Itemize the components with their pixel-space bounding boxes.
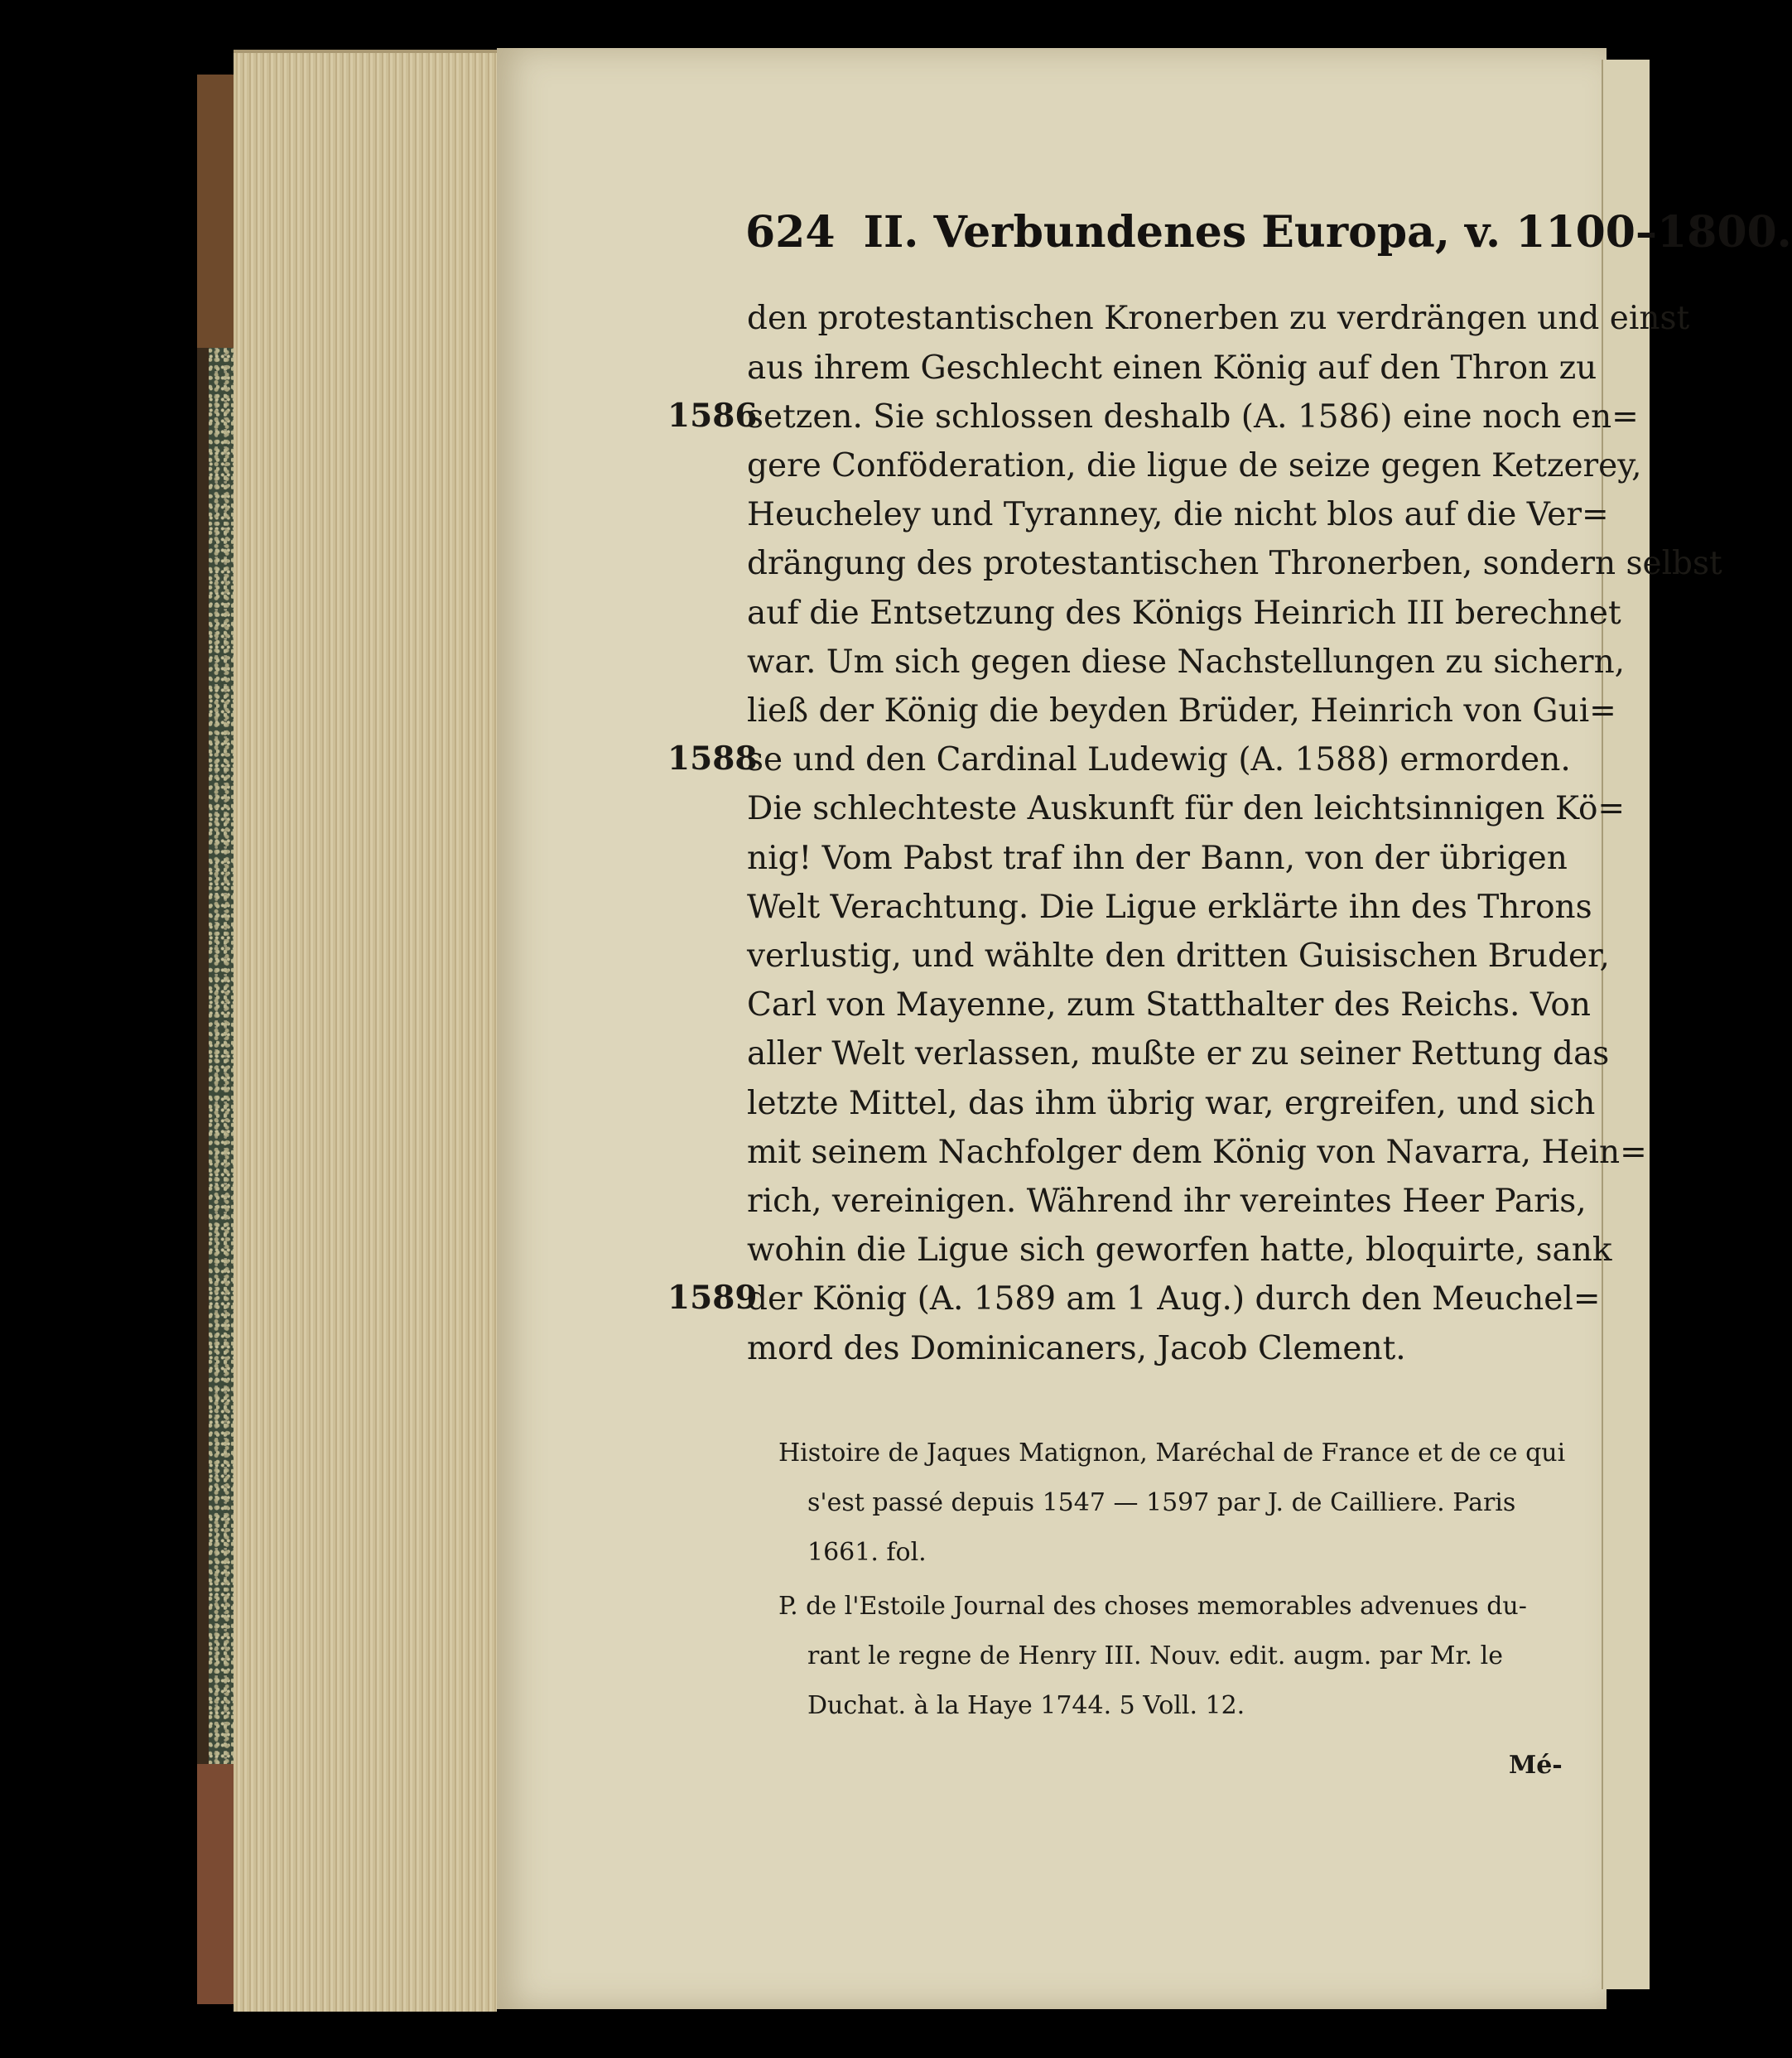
body-line: Die schlechteste Auskunft für den leichtsinnigen Kö= [747, 790, 1626, 827]
body-line: Carl von Mayenne, zum Statthalter des Reichs. Von [747, 986, 1592, 1024]
reference-line: Duchat. à la Haye 1744. 5 Voll. 12. [807, 1691, 1245, 1720]
page-edges [234, 50, 497, 2012]
reference-line: Histoire de Jaques Matignon, Maréchal de France et de ce qui [778, 1439, 1566, 1468]
page-number: 624 [745, 207, 836, 258]
body-line: aus ihrem Geschlecht einen König auf den Thron zu [747, 349, 1597, 387]
body-line: Heucheley und Tyranney, die nicht blos auf die Ver= [747, 496, 1609, 533]
body-line: ließ der König die beyden Brüder, Heinrich von Gui= [747, 692, 1616, 730]
body-line: mord des Dominicaners, Jacob Clement. [747, 1330, 1406, 1367]
catchword: Mé- [1509, 1751, 1563, 1780]
body-line: war. Um sich gegen diese Nachstellungen zu sichern, [747, 643, 1626, 681]
margin-year: 1589 [667, 1279, 758, 1317]
margin-year: 1586 [667, 397, 758, 435]
body-line: mit seinem Nachfolger dem König von Navarra, Hein= [747, 1134, 1647, 1171]
body-line: drängung des protestantischen Thronerben, sondern selbst [747, 545, 1722, 582]
body-line: wohin die Ligue sich geworfen hatte, bloquirte, sank [747, 1231, 1612, 1269]
running-header [745, 207, 1792, 258]
body-line: verlustig, und wählte den dritten Guisischen Bruder, [747, 937, 1610, 975]
body-line: Welt Verachtung. Die Ligue erklärte ihn des Throns [747, 889, 1592, 926]
reference-line: 1661. fol. [807, 1538, 927, 1567]
body-line: aller Welt verlassen, mußte er zu seiner Rettung das [747, 1035, 1610, 1072]
body-line: auf die Entsetzung des Königs Heinrich III berechnet [747, 595, 1621, 632]
margin-year: 1588 [667, 740, 758, 778]
facing-page-edge [1602, 60, 1650, 1989]
body-line: se und den Cardinal Ludewig (A. 1588) ermorden. [747, 741, 1571, 778]
body-line: letzte Mittel, das ihm übrig war, ergreifen, und sich [747, 1085, 1596, 1122]
body-line: setzen. Sie schlossen deshalb (A. 1586) eine noch en= [747, 398, 1639, 436]
reference-line: s'est passé depuis 1547 — 1597 par J. de Cailliere. Paris [807, 1488, 1516, 1517]
reference-line: rant le regne de Henry III. Nouv. edit. augm. par Mr. le [807, 1641, 1503, 1670]
body-line: der König (A. 1589 am 1 Aug.) durch den Meuchel= [747, 1280, 1601, 1318]
body-line: nig! Vom Pabst traf ihn der Bann, von der übrigen [747, 840, 1568, 877]
body-line: gere Conföderation, die ligue de seize gegen Ketzerey, [747, 447, 1642, 484]
body-line: rich, vereinigen. Während ihr vereintes Heer Paris, [747, 1183, 1587, 1220]
body-line: den protestantischen Kronerben zu verdrängen und einst [747, 300, 1690, 337]
reference-line: P. de l'Estoile Journal des choses memorables advenues du- [778, 1592, 1527, 1621]
header-title: II. Verbundenes Europa, v. 1100–1800. [863, 207, 1792, 258]
